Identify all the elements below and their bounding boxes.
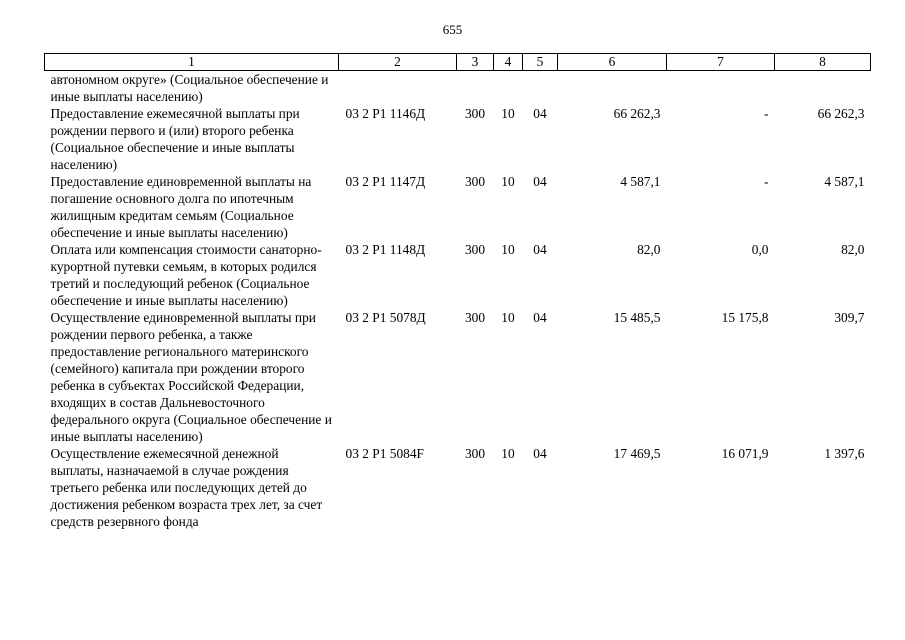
row-col7: - <box>764 174 769 189</box>
row-col8: 66 262,3 <box>817 106 865 121</box>
row-col3: 300 <box>464 106 486 121</box>
row-code <box>339 71 457 106</box>
row-col3: 300 <box>464 174 486 189</box>
table-row <box>45 241 871 309</box>
column-header-2: 2 <box>339 54 457 71</box>
row-col7: 15 175,8 <box>721 310 769 325</box>
row-col6: 4 587,1 <box>620 174 661 189</box>
row-code: 03 2 P1 5084F <box>345 446 424 461</box>
row-code: 03 2 P1 1146Д <box>345 106 426 121</box>
row-col6: 17 469,5 <box>613 446 661 461</box>
row-col3: 300 <box>464 310 486 325</box>
row-col8: 309,7 <box>834 310 865 325</box>
table-body <box>45 71 871 531</box>
row-col7: 16 071,9 <box>721 446 769 461</box>
row-description: автономном округе» (Социальное обеспечение и иные выплаты населению) <box>50 72 329 104</box>
row-code: 03 2 P1 1148Д <box>345 242 426 257</box>
row-col8: 1 397,6 <box>824 446 865 461</box>
row-col5 <box>523 71 558 106</box>
row-col7: 0,0 <box>751 242 769 257</box>
column-header-5: 5 <box>523 54 558 71</box>
table-row <box>45 309 871 445</box>
row-col3: 300 <box>464 242 486 257</box>
table-row <box>45 105 871 173</box>
row-col4 <box>494 71 523 106</box>
table-row <box>45 71 871 106</box>
row-code: 03 2 P1 5078Д <box>345 310 426 325</box>
row-description: Предоставление ежемесячной выплаты при рождении первого и (или) второго ребенка (Социальное обеспечение и иные выплаты населению) <box>50 106 300 172</box>
column-header-7: 7 <box>667 54 775 71</box>
column-header-1: 1 <box>45 54 339 71</box>
table-header <box>45 54 871 71</box>
header-row <box>45 54 871 71</box>
column-header-6: 6 <box>558 54 667 71</box>
row-col3: 300 <box>464 446 486 461</box>
row-col4: 10 <box>501 446 515 461</box>
row-col4: 10 <box>501 174 515 189</box>
row-col6 <box>558 71 667 106</box>
column-header-8: 8 <box>775 54 871 71</box>
table-row <box>45 173 871 241</box>
row-description: Осуществление ежемесячной денежной выплаты, назначаемой в случае рождения третьего ребенка или последующих детей до достижения ребенком возраста трех лет, за счет средств резервного фонда <box>50 446 323 529</box>
row-description: Предоставление единовременной выплаты на погашение основного долга по ипотечным жилищным кредитам семьям (Социальное обеспечение и иные выплаты населению) <box>50 174 312 240</box>
row-col6: 82,0 <box>637 242 661 257</box>
row-col5: 04 <box>533 446 547 461</box>
row-col6: 15 485,5 <box>613 310 661 325</box>
row-col6: 66 262,3 <box>613 106 661 121</box>
row-col5: 04 <box>533 174 547 189</box>
row-col5: 04 <box>533 242 547 257</box>
row-col5: 04 <box>533 310 547 325</box>
row-col7 <box>667 71 775 106</box>
row-description: Осуществление единовременной выплаты при рождении первого ребенка, а также предоставление регионального материнского (семейного) капитала при рождении второго ребенка в субъектах Российской Федерации, входящих в состав Дальневосточного федерального округа (Социальное обеспечение и иные выплаты населению) <box>50 310 332 444</box>
row-col8: 82,0 <box>841 242 865 257</box>
row-col5: 04 <box>533 106 547 121</box>
budget-table <box>44 53 871 530</box>
row-col7: - <box>764 106 769 121</box>
table-row <box>45 445 871 530</box>
row-col8 <box>775 71 871 106</box>
row-col4: 10 <box>501 310 515 325</box>
row-description: Оплата или компенсация стоимости санаторно-курортной путевки семьям, в которых родился третий и последующий ребенок (Социальное обеспечение и иные выплаты населению) <box>50 242 322 308</box>
row-col8: 4 587,1 <box>824 174 865 189</box>
row-code: 03 2 P1 1147Д <box>345 174 426 189</box>
column-header-4: 4 <box>494 54 523 71</box>
page-number: 655 <box>442 22 463 37</box>
row-col4: 10 <box>501 106 515 121</box>
row-col4: 10 <box>501 242 515 257</box>
column-header-3: 3 <box>457 54 494 71</box>
row-col3 <box>457 71 494 106</box>
